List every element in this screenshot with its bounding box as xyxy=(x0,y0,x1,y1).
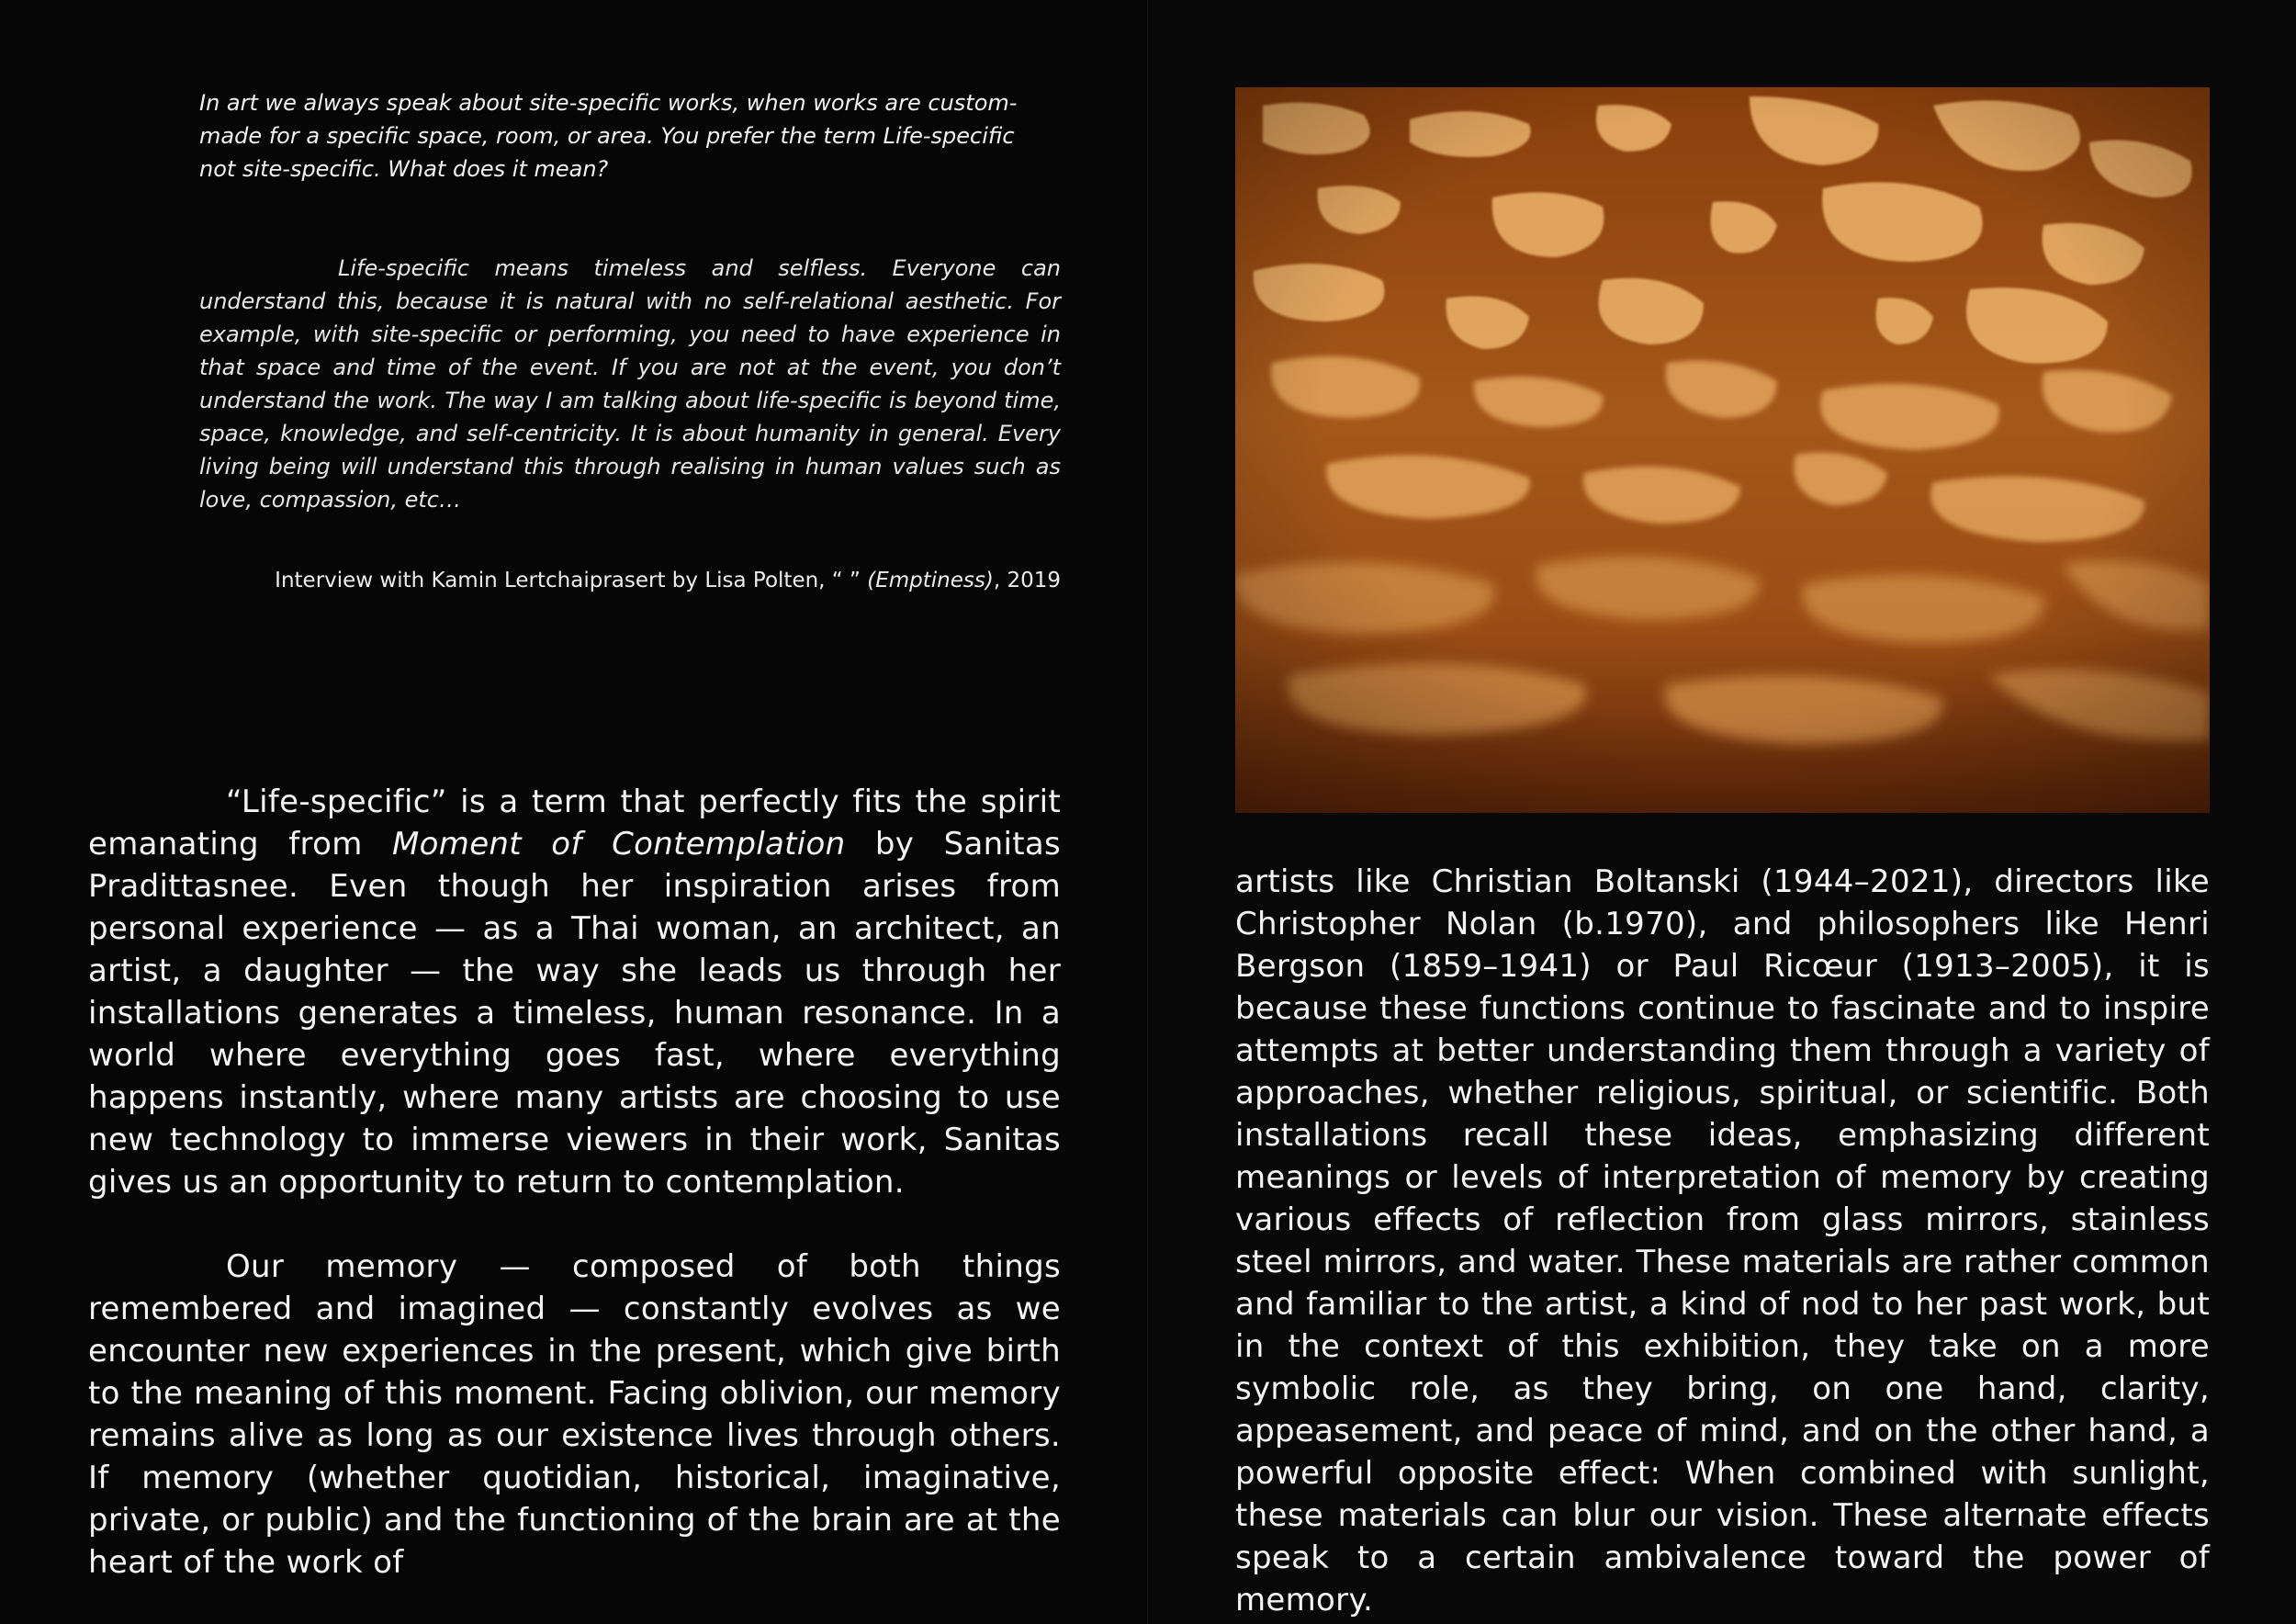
artwork-title: Moment of Contemplation xyxy=(392,826,846,863)
para1-text-b: by Sanitas Pradittasnee. Even though her inspiration arises from personal experience — as a Thai woman, an architect, an artist, a daughter — the way she leads us through her installations generates a timeless, human resonance. In a world where everything goes fast, where everything happens instantly, where many artists are choosing to use new technology to immerse viewers in their work, Sanitas gives us an opportunity to return to contemplation. xyxy=(88,826,1061,1201)
citation-suffix: , 2019 xyxy=(993,569,1061,592)
body-paragraph-3: artists like Christian Boltanski (1944–2021), directors like Christopher Nolan (b.1970), and philosophers like Henri Bergson (1859–1941) or Paul Ricœur (1913–2005), it is because these functions continue to fascinate and to inspire attempts at better understanding them through a variety of approaches, whether religious, spiritual, or scientific. Both installations recall these ideas, emphasizing different meanings or levels of interpretation of memory by creating various effects of reflection from glass mirrors, stainless steel mirrors, and water. These materials are rather common and familiar to the artist, a kind of nod to her past work, but in the context of this exhibition, they take on a more symbolic role, as they bring, on one hand, clarity, appeasement, and peace of mind, and on the other hand, a powerful opposite effect: When combined with sunlight, these materials can blur our vision. These alternate effects speak to a certain ambivalence toward the power of memory. xyxy=(1235,863,2210,1618)
body-paragraph-1 xyxy=(88,781,1061,1203)
interview-answer: Life-specific means timeless and selfless. Everyone can understand this, because it is natural with no self-relational aesthetic. For example, with site-specific or performing, you need to have experience in that space and time of the event. If you are not at the event, you don’t understand the work. The way I am talking about life-specific is beyond time, space, knowledge, and self-centricity. It is about humanity in general. Every living being will understand this through realising in human values such as love, compassion, etc… xyxy=(199,255,1061,513)
rust-texture-image xyxy=(1235,87,2210,813)
para1-text-a: “Life-specific” is a term that perfectly fits the spirit emanating from xyxy=(88,784,1061,863)
interview-citation xyxy=(199,564,1061,597)
interview-question: In art we always speak about site-specific works, when works are custom-made for a specific space, room, or area. You prefer the term Life-specific not site-specific. What does it mean? xyxy=(199,90,1018,182)
citation-title: (Emptiness) xyxy=(867,569,994,592)
artwork-photo xyxy=(1235,87,2210,813)
citation-prefix: Interview with Kamin Lertchaiprasert by Lisa Polten, “ ” xyxy=(275,569,868,592)
body-paragraph-2: Our memory — composed of both things remembered and imagined — constantly evolves as we encounter new experiences in the present, which give birth to the meaning of this moment. Facing oblivion, our memory remains alive as long as our existence lives through others. If memory (whether quotidian, historical, imaginative, private, or public) and the functioning of the brain are at the heart of the work of xyxy=(88,1248,1061,1581)
